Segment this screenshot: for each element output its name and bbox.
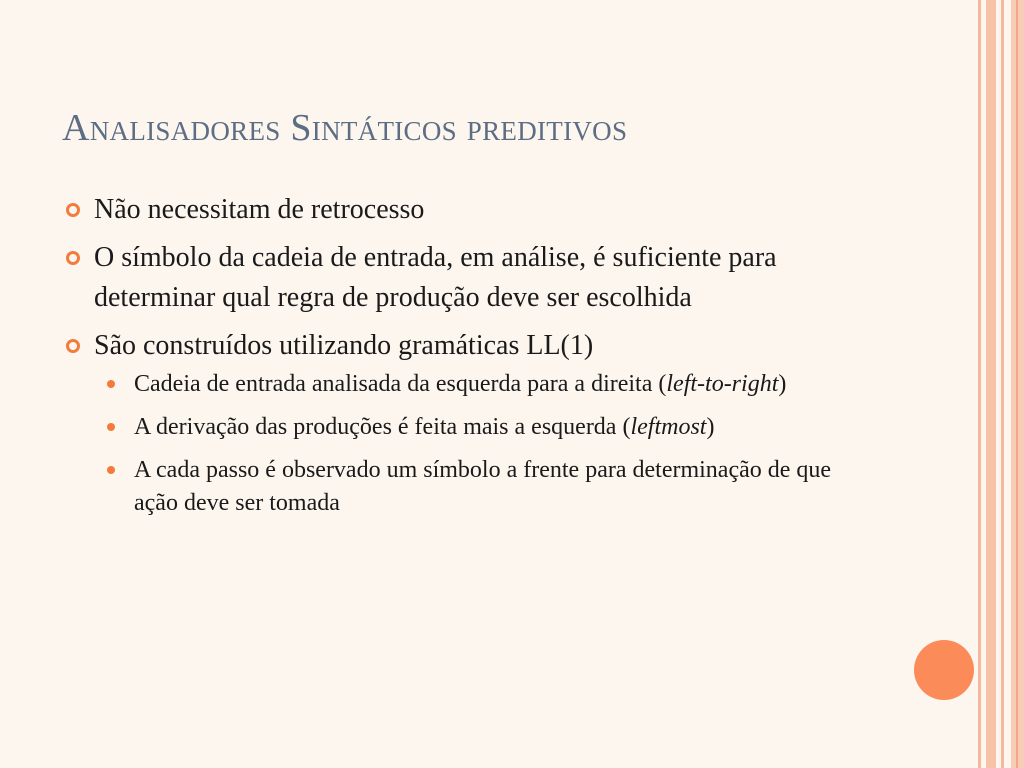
- sub-bullet-emphasis: leftmost: [630, 414, 707, 440]
- sub-list-item: [94, 368, 862, 401]
- sub-bullet-list: [94, 368, 862, 520]
- bullet-list: [62, 190, 862, 520]
- sub-bullet-text-end: ): [706, 414, 715, 440]
- dot-bullet-icon: [107, 466, 115, 474]
- sub-bullet-text: Cadeia de entrada analisada da esquerda para a direita (: [134, 371, 667, 397]
- list-item: [62, 190, 862, 230]
- sub-bullet-text-end: ): [778, 371, 787, 397]
- dot-bullet-icon: [107, 423, 115, 431]
- bullet-text: O símbolo da cadeia de entrada, em análise, é suficiente para determinar qual regra de produção deve ser escolhida: [94, 242, 777, 313]
- ring-bullet-icon: [66, 251, 80, 265]
- decorative-circle: [914, 640, 974, 700]
- bullet-text: São construídos utilizando gramáticas LL(1): [94, 330, 594, 361]
- sub-bullet-text: A cada passo é observado um símbolo a frente para determinação de que ação deve ser tomada: [134, 457, 832, 516]
- sub-list-item: [94, 411, 862, 444]
- decorative-stripe: [1001, 0, 1004, 768]
- ring-bullet-icon: [66, 203, 80, 217]
- sub-bullet-emphasis: left-to-right: [666, 371, 779, 397]
- list-item: [62, 238, 862, 318]
- sub-bullet-text: A derivação das produções é feita mais a esquerda (: [134, 414, 631, 440]
- slide-title: Analisadores Sintáticos preditivos: [62, 107, 628, 149]
- list-item: [62, 326, 862, 520]
- bullet-text: Não necessitam de retrocesso: [94, 194, 425, 225]
- ring-bullet-icon: [66, 339, 80, 353]
- dot-bullet-icon: [107, 380, 115, 388]
- decorative-stripe: [978, 0, 981, 768]
- decorative-stripe: [986, 0, 996, 768]
- sub-list-item: [94, 454, 862, 520]
- decorative-stripe: [1016, 0, 1018, 768]
- slide-content: [62, 190, 862, 530]
